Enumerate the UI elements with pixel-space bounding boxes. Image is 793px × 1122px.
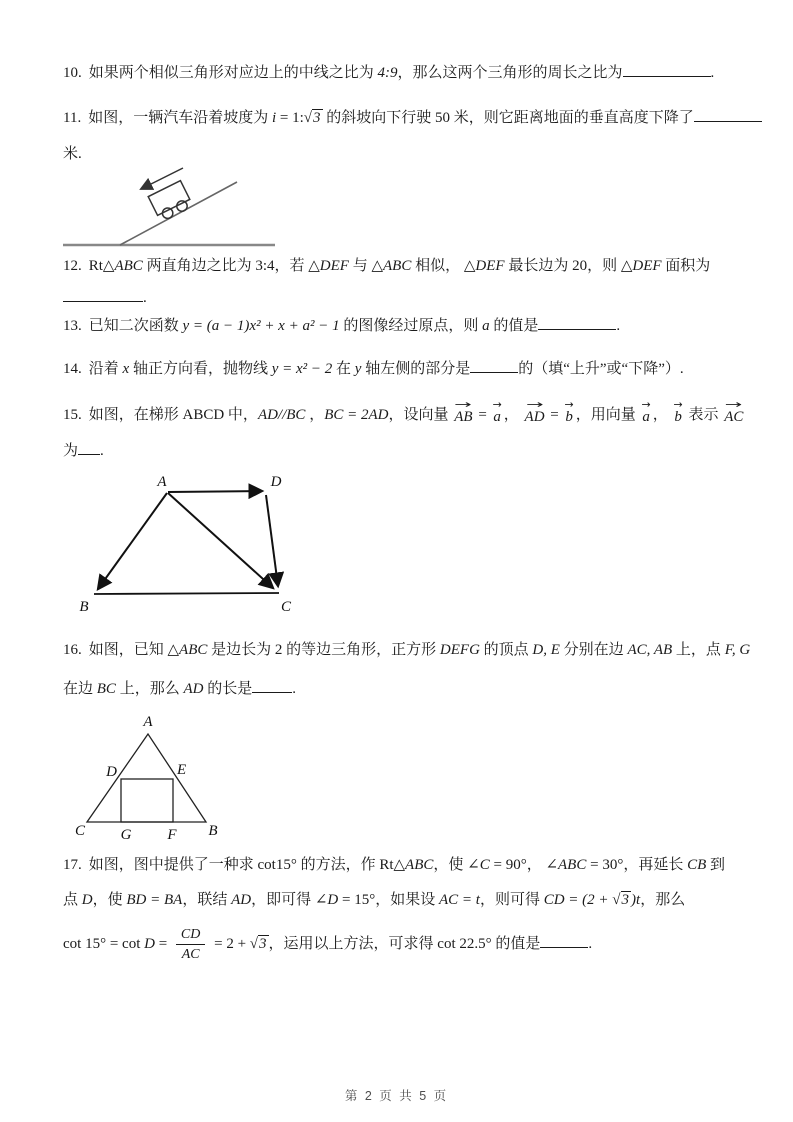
question-15-line-1 [88,398,746,425]
text-run: 相似， △ [411,258,476,274]
text-run: = [154,935,171,952]
math-run: ABC [114,258,143,274]
vector-name: a [642,409,650,425]
math-run: F, G [724,642,751,658]
answer-blank [252,677,292,693]
direction-arrow-icon [141,168,183,189]
vector-arrow-icon: → [564,398,574,411]
text-run: = 30°，再延长 [586,857,688,873]
vector-arrow-icon: → [525,398,544,411]
question-number: 17. [63,857,82,873]
vector-name: AC [724,409,744,425]
vector-arrow-icon: → [492,398,502,411]
vertex-label-F: F [167,827,177,843]
question-12-line-2 [63,286,147,309]
figure-trapezoid-vectors [60,470,305,630]
text-run: ， [503,407,523,423]
text-run: 的图像经过原点，则 [339,318,483,334]
question-11-line-1 [88,110,762,126]
text-run: = 1: [276,110,304,126]
text-run: ，用向量 [575,407,640,423]
text-run: 沿着 [88,361,123,377]
math-run: y = (a − 1)x² + x + a² − 1 [182,318,340,334]
vertex-label-B: B [208,823,218,839]
text-run: 的长是 [203,681,253,697]
text-run: . [588,935,593,952]
math-run: ABC [383,258,412,274]
text-run: cot 15° = cot [63,935,145,952]
radicand: 3 [313,110,321,126]
question-14 [63,357,684,380]
text-run: ，使 [433,857,468,873]
question-15-line-2 [63,439,104,462]
math-run: x [122,361,130,377]
vector-arrow-icon: → [641,398,651,411]
math-run: 4:9 [377,65,398,81]
question-11 [63,106,762,129]
vertex-label-E: E [177,762,187,778]
text-run: 的（填“上升”或“下降”）. [518,361,684,377]
question-17 [63,854,725,876]
math-run: CD = (2 + [543,892,613,908]
question-17-line-2 [63,889,685,911]
vector-expression [524,398,545,425]
math-run: y = x² − 2 [271,361,333,377]
text-run: 如图，一辆汽车沿着坡度为 [88,110,272,126]
question-12 [63,255,710,277]
vector-expression [454,398,473,425]
vector-name: b [565,409,573,425]
text-run: 是边长为 2 的等边三角形，正方形 [207,642,440,658]
fraction-denominator: AC [181,947,200,962]
text-run: Rt△ [88,258,115,274]
text-run: 上，那么 [115,681,184,697]
text-run: 轴左侧的部分是 [361,361,471,377]
math-run: AD [183,681,204,697]
question-15 [63,398,745,426]
vector-AB-line [98,493,167,589]
math-run: ∠C [467,857,490,873]
question-17-line-1 [89,857,725,873]
text-run: 上，点 [672,642,725,658]
question-16-line-2 [63,677,296,700]
radical-sign-icon: √ [303,110,313,126]
radical-sign-icon: √ [249,935,259,952]
math-run: AC, AB [627,642,673,658]
question-12-line-1 [89,258,711,274]
text-run: ，设向量 [388,407,453,423]
math-run: D [144,935,155,952]
text-run: . [710,65,715,81]
question-12-continuation [63,290,147,306]
answer-blank [538,314,616,330]
text-run: 的顶点 [479,642,533,658]
question-number: 11. [63,110,82,126]
vector-name: AB [454,409,473,425]
text-run: ，那么 [640,892,686,908]
question-16 [63,639,750,661]
sqrt-expression [304,109,323,126]
question-number: 12. [63,258,82,274]
radicand: 3 [259,935,267,952]
text-run: ，运用以上方法，可求得 cot 22.5° 的值是 [268,935,541,952]
text-run: ， [652,407,672,423]
vertex-label-G: G [120,827,132,843]
text-run: = 2 + [210,935,250,952]
text-run: 在边 [63,681,97,697]
question-10-line-1 [89,65,715,81]
text-run: 表示 [684,407,723,423]
question-number: 10. [63,65,82,81]
fraction-expression [176,926,205,963]
text-run: = [546,407,563,423]
math-run: ABC [405,857,434,873]
text-run: 米. [63,146,82,162]
text-run: 如果两个相似三角形对应边上的中线之比为 [88,65,378,81]
text-run: = [474,407,491,423]
text-run: 的值是 [489,318,539,334]
answer-blank [470,357,518,373]
vector-expression [492,398,502,425]
segment-DC-line [266,495,278,586]
text-run: ，联结 [182,892,232,908]
text-run: 最长边为 20，则 △ [504,258,633,274]
text-run: = 90°， [489,857,546,873]
math-run: DEF [319,258,349,274]
square-DEFG [121,779,173,822]
vertex-label-A: A [157,474,167,490]
car-icon [148,181,193,223]
text-run: 与 △ [348,258,383,274]
segment-BC-line [94,593,279,594]
text-run: 点 [63,892,82,908]
vertex-label-C: C [75,823,86,839]
question-10 [63,61,714,84]
vector-expression [673,398,683,425]
text-run: 已知二次函数 [88,318,183,334]
text-run: 为 [63,443,79,459]
text-run: 到 [706,857,726,873]
math-run: D [81,892,93,908]
question-number: 16. [63,642,82,658]
vertex-label-A: A [143,714,153,730]
math-run: AC = t [438,892,480,908]
page-number-footer: 第 2 页 共 5 页 [344,1089,449,1103]
math-run: DEF [632,258,662,274]
question-15-continuation [63,443,104,459]
answer-blank [694,106,762,122]
math-run: i [271,110,277,126]
math-run: AD//BC [257,407,306,423]
question-13 [63,314,620,337]
vector-name: b [674,409,682,425]
vector-arrow-icon: → [454,398,473,411]
question-17-line-3 [63,926,592,963]
text-run: ， [305,407,325,423]
question-number: 14. [63,361,82,377]
vertex-label-D: D [270,474,282,490]
answer-blank [78,439,100,455]
math-run: )t [631,892,641,908]
math-run: D, E [532,642,560,658]
text-run: 如图，已知 △ [88,642,180,658]
trapezoid-drawing [60,470,305,625]
math-run: DEF [475,258,505,274]
math-run: AD [231,892,252,908]
radicand: 3 [621,892,630,908]
math-run: BC = 2AD [324,407,389,423]
sqrt-expression [612,891,631,908]
text-run: 如图，图中提供了一种求 cot15° 的方法，作 Rt△ [88,857,406,873]
vector-AD-line [168,491,262,492]
question-16-continuation [63,681,296,697]
vector-name: AD [524,409,545,425]
page-content [63,0,751,1122]
vector-arrow-icon: → [725,398,743,411]
text-run: ，那么这两个三角形的周长之比为 [397,65,623,81]
text-run: ，使 [92,892,127,908]
question-13-line-1 [89,318,620,334]
vector-expression [641,398,651,425]
text-run: 的斜坡向下行驶 50 米，则它距离地面的垂直高度下降了 [322,110,694,126]
slope-line [120,182,237,245]
text-run: = 15°，如果设 [338,892,439,908]
fraction-numerator: CD [176,926,205,945]
answer-blank [63,286,143,302]
text-run: 轴正方向看，抛物线 [129,361,272,377]
vector-arrow-icon: → [673,398,683,411]
math-run: y [354,361,362,377]
math-run: a [482,318,490,334]
answer-blank [623,61,711,77]
math-run: BC [96,681,116,697]
question-16-line-1 [89,642,751,658]
car-slope-drawing [63,165,283,255]
question-14-line-1 [89,361,684,377]
math-run: ABC [179,642,208,658]
text-run: ，即可得 [251,892,315,908]
text-run: . [143,290,147,306]
radical-sign-icon: √ [612,892,621,908]
text-run: 如图，在梯形 ABCD 中， [88,407,258,423]
answer-blank [540,932,588,948]
vector-expression [564,398,574,425]
text-run: 两直角边之比为 3:4，若 △ [142,258,320,274]
math-run: CB [687,857,707,873]
vertex-label-C: C [280,599,292,615]
math-run: ∠ABC [545,857,587,873]
vertex-label-D: D [106,764,117,780]
math-run: DEFG [439,642,480,658]
question-number: 13. [63,318,82,334]
question-11-continuation [63,146,82,162]
question-17-formula-line [63,927,593,962]
text-run: 面积为 [661,258,711,274]
question-17-continuation [63,891,685,908]
triangle-ABC [87,734,206,822]
sqrt-expression [250,935,269,952]
vertex-label-B: B [79,599,89,615]
text-run: . [616,318,621,334]
vector-AC-line [168,493,273,588]
vector-expression [724,398,744,425]
vector-name: a [493,409,501,425]
text-run: . [100,443,104,459]
question-11-line-2 [63,143,82,165]
text-run: 在 [332,361,355,377]
math-run: BD = BA [126,892,183,908]
text-run: 分别在边 [559,642,628,658]
question-number: 15. [63,407,82,423]
figure-triangle-square [75,712,225,852]
text-run: ，则可得 [479,892,544,908]
figure-car-on-slope [63,165,283,260]
math-run: ∠D [314,892,339,908]
triangle-drawing [75,712,225,847]
text-run: . [292,681,296,697]
